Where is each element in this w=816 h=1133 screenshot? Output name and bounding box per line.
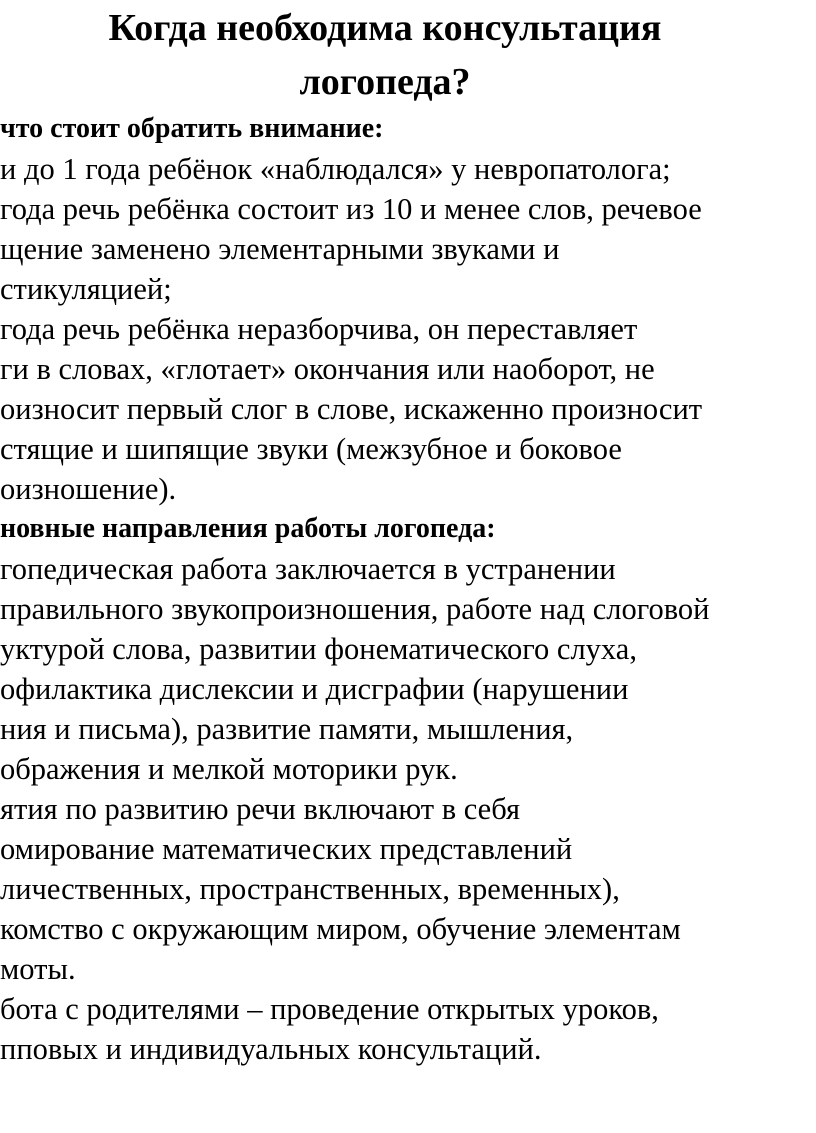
text-line: комство с окружающим миром, обучение элементам	[0, 912, 681, 946]
text-line: гопедическая работа заключается в устранении	[0, 552, 616, 586]
text-line: щение заменено элементарными звуками и	[0, 232, 560, 266]
text-line: омирование математических представлений	[0, 832, 573, 866]
page-title-line-2: логопеда?	[299, 61, 471, 103]
text-line: года речь ребёнка состоит из 10 и менее слов, речевое	[0, 192, 702, 226]
text-line: оизносит первый слог в слове, искаженно произносит	[0, 392, 703, 426]
text-line: правильного звукопроизношения, работе над слоговой	[0, 592, 710, 626]
text-line: личественных, пространственных, временных),	[0, 872, 620, 906]
text-line: пповых и индивидуальных консультаций.	[0, 1032, 542, 1066]
text-line: офилактика дислексии и дисграфии (нарушении	[0, 672, 629, 706]
text-line: ги в словах, «глотает» окончания или наоборот, не	[0, 352, 655, 386]
text-line: ния и письма), развитие памяти, мышления,	[0, 712, 574, 746]
text-line: стикуляцией;	[0, 272, 172, 306]
text-line: ятия по развитию речи включают в себя	[0, 792, 521, 826]
text-line: бота с родителями – проведение открытых уроков,	[0, 992, 659, 1026]
text-line: и до 1 года ребёнок «наблюдался» у невропатолога;	[0, 152, 671, 186]
text-line: новные направления работы логопеда:	[0, 513, 496, 544]
text-line: уктурой слова, развитии фонематического слуха,	[0, 632, 637, 666]
text-line: что стоит обратить внимание:	[0, 113, 384, 144]
text-line: ображения и мелкой моторики рук.	[0, 752, 458, 786]
page-title-line-1: Когда необходима консультация	[108, 7, 662, 49]
text-line: оизношение).	[0, 472, 177, 506]
text-line: стящие и шипящие звуки (межзубное и боковое	[0, 432, 622, 466]
text-line: года речь ребёнка неразборчива, он переставляет	[0, 312, 638, 346]
text-line: моты.	[0, 952, 76, 986]
